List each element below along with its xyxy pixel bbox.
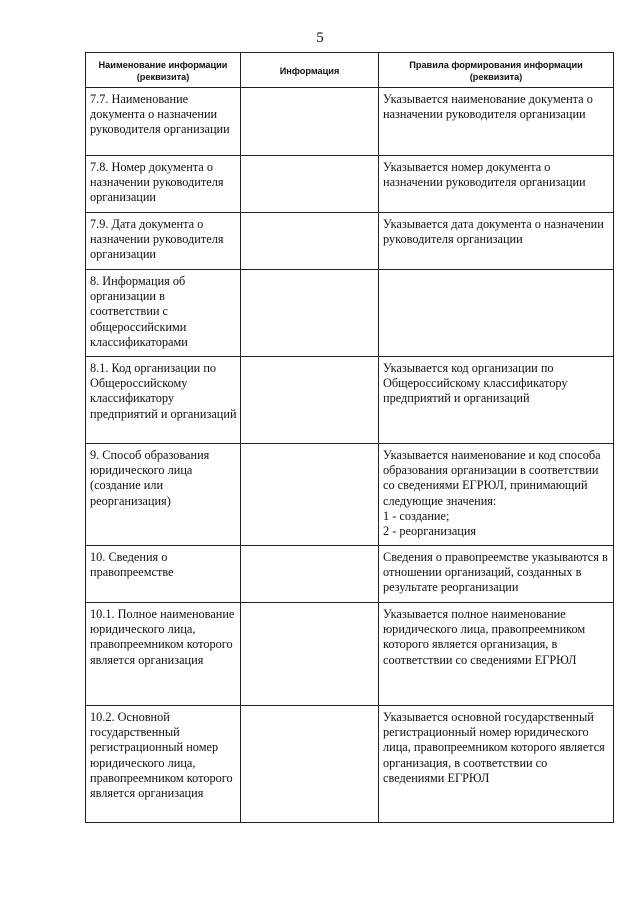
cell-name: 7.9. Дата документа о назначении руководителя организации <box>86 213 241 270</box>
table-row <box>86 357 614 444</box>
cell-rule: Указывается полное наименование юридического лица, правопреемником которого является организация, в соответствии со сведениями ЕГРЮЛ <box>379 603 614 706</box>
requisites-table <box>85 52 614 823</box>
page-number: 5 <box>316 30 324 46</box>
table-header-row <box>86 53 614 88</box>
cell-rule: Указывается наименование и код способа образования организации в соответствии со сведениями ЕГРЮЛ, принимающий следующие значения: 1 - создание; 2 - реорганизация <box>379 444 614 546</box>
table-row <box>86 706 614 823</box>
cell-rule: Указывается дата документа о назначении руководителя организации <box>379 213 614 270</box>
table-row <box>86 88 614 156</box>
cell-name: 7.8. Номер документа о назначении руководителя организации <box>86 156 241 213</box>
cell-name: 10.1. Полное наименование юридического лица, правопреемником которого является организация <box>86 603 241 706</box>
table-row <box>86 603 614 706</box>
header-info: Информация <box>241 53 379 88</box>
cell-name: 10.2. Основной государственный регистрационный номер юридического лица, правопреемником которого является организация <box>86 706 241 823</box>
cell-info <box>241 270 379 357</box>
cell-info <box>241 88 379 156</box>
cell-rule: Указывается основной государственный регистрационный номер юридического лица, правопреемником которого является организация, в соответствии со сведениями ЕГРЮЛ <box>379 706 614 823</box>
cell-rule: Сведения о правопреемстве указываются в отношении организаций, созданных в результате реорганизации <box>379 546 614 603</box>
cell-name: 9. Способ образования юридического лица (создание или реорганизация) <box>86 444 241 546</box>
cell-info <box>241 156 379 213</box>
cell-rule: Указывается наименование документа о назначении руководителя организации <box>379 88 614 156</box>
table-row <box>86 546 614 603</box>
cell-rule: Указывается код организации по Общероссийскому классификатору предприятий и организаций <box>379 357 614 444</box>
cell-name: 8. Информация об организации в соответствии с общероссийскими классификаторами <box>86 270 241 357</box>
header-rules: Правила формирования информации (реквизита) <box>379 53 614 88</box>
cell-info <box>241 357 379 444</box>
cell-info <box>241 603 379 706</box>
table-row <box>86 213 614 270</box>
cell-name: 8.1. Код организации по Общероссийскому классификатору предприятий и организаций <box>86 357 241 444</box>
cell-rule <box>379 270 614 357</box>
cell-name: 7.7. Наименование документа о назначении руководителя организации <box>86 88 241 156</box>
table-row <box>86 156 614 213</box>
cell-rule: Указывается номер документа о назначении руководителя организации <box>379 156 614 213</box>
cell-name: 10. Сведения о правопреемстве <box>86 546 241 603</box>
cell-info <box>241 546 379 603</box>
cell-info <box>241 213 379 270</box>
header-name: Наименование информации (реквизита) <box>86 53 241 88</box>
table-row <box>86 270 614 357</box>
table-row <box>86 444 614 546</box>
cell-info <box>241 706 379 823</box>
cell-info <box>241 444 379 546</box>
